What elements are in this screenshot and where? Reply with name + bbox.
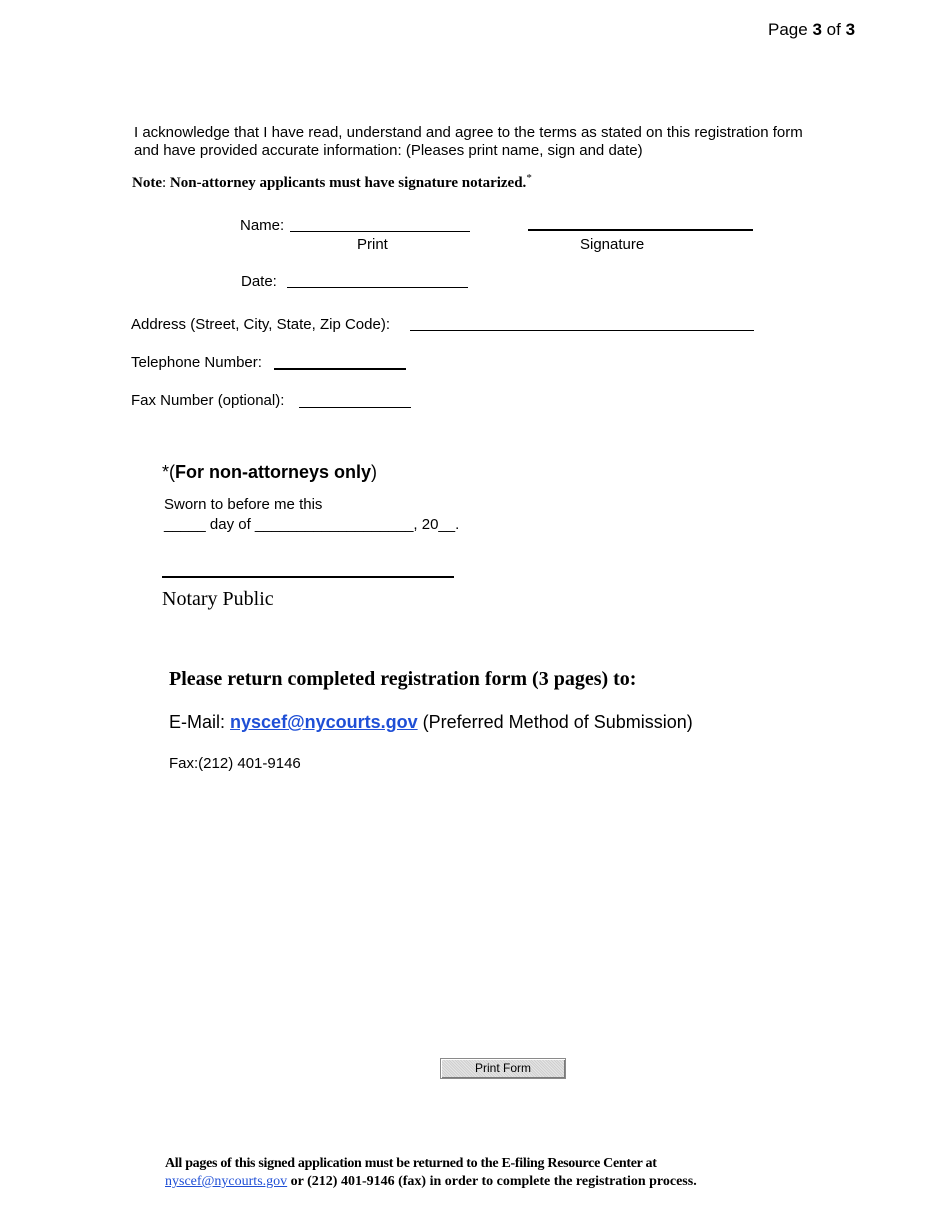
day-line: _____ day of ___________________, 20__. — [164, 516, 460, 533]
note-asterisk: * — [526, 172, 532, 184]
signature-caption: Signature — [580, 236, 645, 253]
print-caption: Print — [357, 236, 388, 253]
notarization-note — [132, 172, 532, 192]
note-text: Non-attorney applicants must have signature notarized. — [169, 175, 527, 191]
notary-signature-line[interactable] — [162, 576, 454, 578]
footer-line-2 — [165, 1174, 697, 1190]
fax-field[interactable] — [299, 407, 411, 408]
address-label: Address (Street, City, State, Zip Code): — [131, 316, 390, 333]
print-form-button[interactable]: Print Form — [440, 1058, 566, 1079]
footer-line-1: All pages of this signed application must be returned to the E-filing Resource Center at — [165, 1156, 657, 1171]
telephone-field[interactable] — [274, 368, 406, 370]
fax-number: Fax:(212) 401-9146 — [169, 755, 301, 772]
note-colon: : — [162, 175, 167, 191]
email-line — [169, 712, 693, 733]
address-field[interactable] — [410, 330, 754, 331]
notary-heading-bold: For non-attorneys only — [175, 462, 372, 482]
notary-public-caption: Notary Public — [162, 588, 274, 610]
acknowledgement-line-2: and have provided accurate information: (Pleases print name, sign and date) — [134, 142, 643, 159]
page-counter — [768, 20, 855, 40]
email-note: (Preferred Method of Submission) — [422, 712, 693, 732]
notary-heading-prefix: *( — [162, 462, 175, 482]
notary-heading — [162, 462, 377, 483]
page-current: 3 — [812, 20, 822, 39]
return-heading: Please return completed registration form (3 pages) to: — [169, 668, 637, 690]
telephone-label: Telephone Number: — [131, 354, 262, 371]
fax-label: Fax Number (optional): — [131, 392, 285, 409]
page-word: Page — [768, 20, 808, 39]
footer-line-2-rest: or (212) 401-9146 (fax) in order to complete the registration process. — [287, 1174, 697, 1189]
acknowledgement-line-1: I acknowledge that I have read, understand and agree to the terms as stated on this registration form — [134, 124, 803, 141]
note-label: Note — [132, 175, 162, 191]
sworn-line: Sworn to before me this — [164, 496, 323, 513]
page-total: 3 — [845, 20, 856, 39]
name-label: Name: — [240, 217, 285, 234]
email-label: E-Mail: — [169, 712, 226, 732]
name-print-field[interactable] — [290, 231, 470, 232]
date-label: Date: — [241, 273, 277, 290]
date-field[interactable] — [287, 287, 468, 288]
email-link[interactable]: nyscef@nycourts.gov — [230, 712, 418, 732]
of-word: of — [826, 20, 841, 39]
notary-heading-suffix: ) — [371, 462, 378, 482]
footer-email-link[interactable]: nyscef@nycourts.gov — [165, 1174, 288, 1189]
signature-field[interactable] — [528, 229, 753, 231]
